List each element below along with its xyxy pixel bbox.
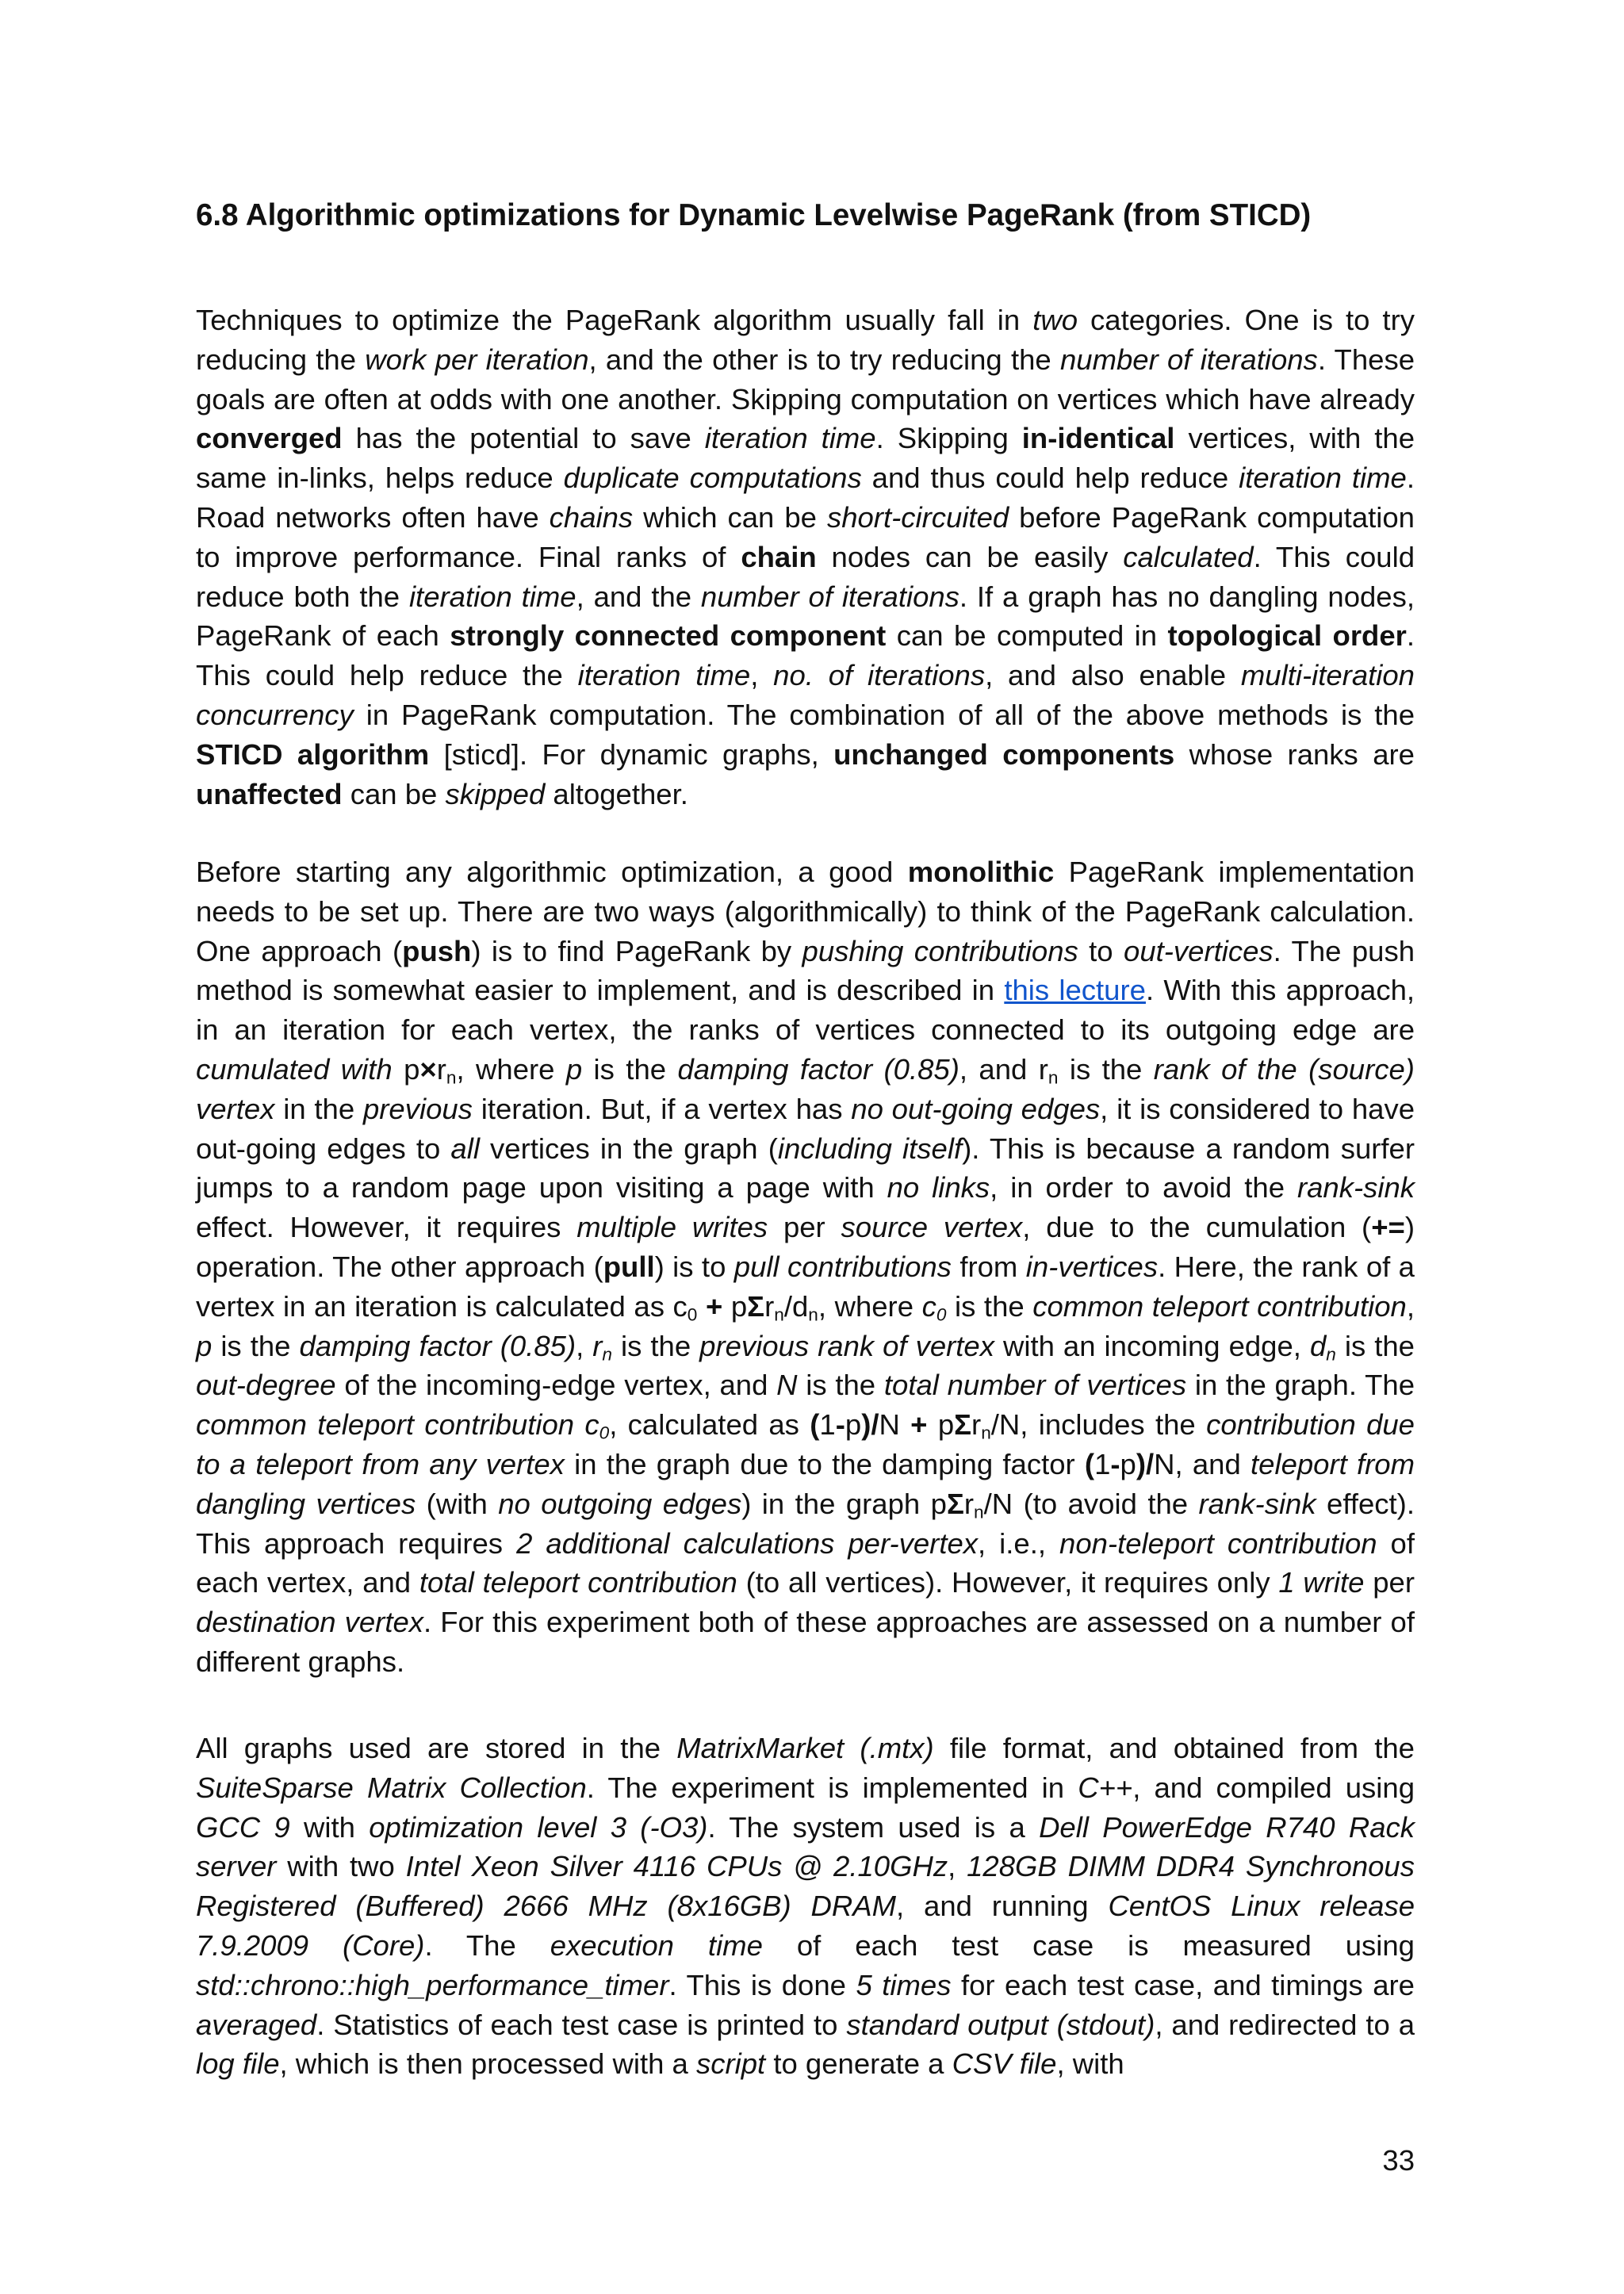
text-run: Intel Xeon Silver 4116 CPUs @ 2.10GHz — [405, 1850, 948, 1883]
text-run: is the — [212, 1329, 300, 1362]
text-run: of the incoming-edge vertex, and — [335, 1369, 777, 1402]
text-run: per — [1364, 1566, 1415, 1599]
text-run: rank-sink — [1297, 1171, 1415, 1204]
text-run: , with — [1056, 2047, 1124, 2081]
text-run: nodes can be easily — [816, 540, 1124, 573]
text-run: Techniques to optimize the PageRank algorithm usually fall in — [196, 304, 1033, 336]
text-run: , where — [456, 1052, 566, 1086]
text-run: n — [981, 1423, 991, 1443]
lecture-link[interactable]: this lecture — [1004, 974, 1146, 1007]
text-run: damping factor (0.85) — [299, 1329, 576, 1362]
text-run: . This could reduce both the — [196, 540, 1415, 613]
text-run: ( — [810, 1408, 820, 1442]
text-run: is the — [612, 1329, 700, 1362]
text-run: chains — [549, 500, 634, 534]
text-run: , due to the cumulation ( — [1022, 1211, 1372, 1244]
text-run: multiple writes — [576, 1211, 768, 1244]
text-run: no links — [887, 1171, 990, 1204]
text-run: 5 times — [856, 1968, 952, 2001]
text-run: . This is done — [668, 1968, 856, 2001]
text-run: , — [948, 1850, 967, 1883]
text-run: , it is considered to have out-going edges to — [196, 1092, 1415, 1165]
text-run: cumulated with — [196, 1052, 393, 1086]
text-run: non-teleport contribution — [1059, 1526, 1377, 1560]
text-run: ) in the graph p — [741, 1487, 947, 1520]
text-run: to generate a — [765, 2047, 952, 2081]
text-run: . The — [424, 1928, 550, 1962]
text-run: in the graph. The — [1186, 1369, 1415, 1402]
text-run: ( — [1084, 1447, 1095, 1480]
text-run: n — [808, 1304, 818, 1325]
paragraph-optimization-techniques — [196, 301, 1415, 814]
text-run: p — [1120, 1447, 1136, 1480]
text-run: Σ — [747, 1289, 765, 1323]
paragraph-experimental-setup — [196, 1729, 1415, 2084]
text-run: 2 additional calculations per-vertex — [516, 1526, 979, 1560]
text-run: iteration time — [408, 580, 576, 613]
text-run: × — [419, 1052, 437, 1086]
text-run: 0 — [936, 1304, 947, 1325]
text-run: is the — [582, 1052, 678, 1086]
text-run: number of iterations — [700, 580, 959, 613]
text-run: p — [392, 1052, 420, 1086]
text-run: in the — [274, 1092, 363, 1125]
text-run: (to all vertices). However, it requires only — [737, 1566, 1279, 1599]
text-run: + — [705, 1289, 723, 1323]
text-run: has the potential to save — [342, 422, 705, 455]
text-run: r — [436, 1052, 446, 1086]
text-run: , in order to avoid the — [990, 1171, 1297, 1204]
text-run: pull contributions — [733, 1250, 952, 1283]
text-run: - — [1110, 1447, 1120, 1480]
text-run: no. of iterations — [773, 659, 986, 692]
text-run: , — [576, 1329, 593, 1362]
text-run: work per iteration — [365, 343, 589, 376]
text-run: - — [835, 1408, 845, 1442]
text-run: . Road networks often have — [196, 461, 1415, 534]
text-run: common teleport contribution c — [196, 1408, 599, 1442]
text-run: which can be — [633, 500, 827, 534]
text-run: MatrixMarket (.mtx) — [676, 1732, 934, 1764]
text-run: including itself — [777, 1132, 963, 1165]
text-run: duplicate computations — [563, 461, 862, 495]
text-run: . With this approach, in an iteration for each vertex, the ranks of vertices connected to its outgoing edge are — [196, 974, 1415, 1047]
text-run: strongly connected component — [450, 619, 887, 653]
text-run: 1 — [1094, 1447, 1111, 1480]
text-run: with an incoming edge, — [994, 1329, 1310, 1362]
text-run: effect. However, it requires — [196, 1211, 577, 1244]
text-run: ) is to find PageRank by — [471, 934, 802, 967]
text-run: /N (to avoid the — [983, 1487, 1199, 1520]
text-run: altogether. — [545, 777, 688, 810]
text-run: . Here, the rank of a vertex in an iteration is calculated as c — [196, 1250, 1415, 1323]
text-run: is the — [946, 1289, 1033, 1323]
text-run: is the — [797, 1369, 884, 1402]
text-run: ). This is because a random surfer jumps to a random page upon visiting a page with — [196, 1132, 1415, 1204]
text-run: , which is then processed with a — [279, 2047, 696, 2081]
text-run: N, and — [1154, 1447, 1251, 1480]
text-run: in-identical — [1021, 422, 1175, 455]
text-run: vertices, with the same in-links, helps reduce — [196, 422, 1415, 495]
text-run: out-degree — [196, 1369, 336, 1402]
text-run: rank-sink — [1198, 1487, 1316, 1520]
text-run: , where — [818, 1289, 922, 1323]
text-run: with — [289, 1810, 370, 1844]
paragraph-push-pull-approaches — [196, 852, 1415, 1682]
text-run: in PageRank computation. The combination of all of the above methods is the — [353, 698, 1415, 731]
text-run: . The push method is somewhat easier to implement, and is described in — [196, 934, 1415, 1007]
text-run: r — [963, 1487, 975, 1520]
text-run: chain — [741, 540, 817, 573]
section-heading: 6.8 Algorithmic optimizations for Dynamic Levelwise PageRank (from STICD) — [196, 198, 1312, 232]
page-number: 33 — [1382, 2144, 1415, 2177]
text-run: pull — [603, 1250, 655, 1283]
text-run: calculated — [1123, 540, 1254, 573]
text-run: rank of the (source) vertex — [196, 1052, 1415, 1125]
text-run: )/ — [861, 1408, 879, 1442]
text-run: previous rank of vertex — [699, 1329, 994, 1362]
text-run: 1 — [819, 1408, 836, 1442]
text-run: contribution due to a teleport from any vertex — [196, 1408, 1415, 1480]
text-run: r — [971, 1408, 982, 1442]
text-run: . Skipping — [875, 422, 1022, 455]
text-run: N — [879, 1408, 911, 1442]
text-run: . If a graph has no dangling nodes, PageRank of each — [196, 580, 1415, 653]
text-run: from — [951, 1250, 1026, 1283]
text-run: categories. One is to try reducing the — [196, 304, 1415, 376]
text-run: can be — [342, 777, 446, 810]
text-run: all — [450, 1132, 480, 1165]
text-run: )/ — [1136, 1447, 1155, 1480]
text-run: n — [774, 1304, 784, 1325]
text-run: CSV file — [952, 2047, 1057, 2081]
text-run: r — [592, 1329, 603, 1362]
text-run: 0 — [687, 1304, 698, 1325]
text-run: [sticd]. For dynamic graphs, — [429, 737, 834, 771]
text-run: per — [768, 1211, 841, 1244]
text-run: n — [974, 1502, 984, 1522]
text-run: ) is to — [654, 1250, 734, 1283]
text-run: . This could help reduce the — [196, 619, 1415, 692]
text-run: p — [722, 1289, 748, 1323]
text-run: p — [845, 1408, 862, 1442]
text-run: script — [695, 2047, 766, 2081]
text-run: iteration time — [704, 422, 876, 455]
text-run: , and the — [576, 580, 701, 613]
text-run: 0 — [599, 1423, 610, 1443]
text-run: n — [1326, 1344, 1336, 1365]
text-run: with two — [276, 1850, 406, 1883]
text-run: . The system used is a — [707, 1810, 1040, 1844]
text-run: source vertex — [841, 1211, 1023, 1244]
text-run: short-circuited — [826, 500, 1009, 534]
text-run: skipped — [445, 777, 546, 810]
text-run: Σ — [954, 1408, 972, 1442]
text-run: pushing contributions — [802, 934, 1078, 967]
text-run: PageRank implementation needs to be set up. There are two ways (algorithmically) to think of the PageRank calculation. One approach ( — [196, 856, 1415, 967]
text-run: r — [764, 1289, 775, 1323]
text-run: ) operation. The other approach ( — [196, 1211, 1415, 1283]
text-run: std::chrono::high_performance_timer — [196, 1968, 669, 2001]
text-run: iteration time — [577, 659, 751, 692]
text-run: number of iterations — [1059, 343, 1318, 376]
text-run: . Statistics of each test case is printed to — [316, 2008, 847, 2041]
text-run: , calculated as — [609, 1408, 810, 1442]
text-run: 1 write — [1278, 1566, 1365, 1599]
text-run: , and running — [896, 1890, 1109, 1923]
text-run: in the graph due to the damping factor — [564, 1447, 1085, 1480]
text-run: CentOS Linux release 7.9.2009 (Core) — [196, 1890, 1415, 1962]
text-run: to — [1078, 934, 1124, 967]
text-run: for each test case, and timings are — [951, 1968, 1415, 2001]
text-run: (with — [416, 1487, 499, 1520]
text-run: SuiteSparse Matrix Collection — [196, 1771, 587, 1804]
text-run: + — [910, 1408, 928, 1442]
text-run: , and redirected to a — [1155, 2008, 1415, 2041]
text-run: converged — [196, 422, 343, 455]
text-run: iteration time — [1239, 461, 1407, 495]
text-run: standard output (stdout) — [846, 2008, 1155, 2041]
text-run: destination vertex — [196, 1606, 424, 1639]
text-run: , — [1406, 1289, 1415, 1323]
text-run: two — [1032, 304, 1078, 336]
text-run: can be computed in — [886, 619, 1168, 653]
text-run: optimization level 3 (-O3) — [369, 1810, 708, 1844]
text-run: STICD algorithm — [196, 737, 430, 771]
text-run: , — [750, 659, 774, 692]
text-run: n — [1048, 1067, 1059, 1088]
text-run: before PageRank computation to improve performance. Final ranks of — [196, 500, 1415, 573]
text-run: unaffected — [196, 777, 343, 810]
text-run: of each test case is measured using — [762, 1928, 1415, 1962]
text-run: n — [602, 1344, 613, 1365]
text-run: out-vertices — [1124, 934, 1274, 967]
text-run: p — [565, 1052, 583, 1086]
text-run: of each vertex, and — [196, 1526, 1415, 1599]
text-run: in-vertices — [1025, 1250, 1159, 1283]
text-run: monolithic — [907, 856, 1055, 888]
text-run: iteration. But, if a vertex has — [472, 1092, 852, 1125]
text-run: d — [1309, 1329, 1327, 1362]
text-run: unchanged components — [833, 737, 1175, 771]
text-run: Dell PowerEdge R740 Rack server — [196, 1810, 1415, 1883]
text-run: C++ — [1078, 1771, 1133, 1804]
text-run: += — [1371, 1211, 1405, 1244]
text-run: p — [927, 1408, 955, 1442]
text-run: damping factor (0.85) — [677, 1052, 959, 1086]
text-run: common teleport contribution — [1032, 1289, 1407, 1323]
text-run: Before starting any algorithmic optimization, a good — [196, 856, 908, 888]
text-run: execution time — [550, 1928, 763, 1962]
text-run: N — [776, 1369, 798, 1402]
text-run: , and also enable — [985, 659, 1241, 692]
text-run: , and the other is to try reducing the — [588, 343, 1060, 376]
text-run: no outgoing edges — [498, 1487, 742, 1520]
text-run: log file — [196, 2047, 280, 2081]
text-run: 128GB DIMM DDR4 Synchronous Registered (Buffered) 2666 MHz (8x16GB) DRAM — [196, 1850, 1415, 1923]
text-run: All graphs used are stored in the — [196, 1732, 677, 1764]
text-run: file format, and obtained from the — [933, 1732, 1415, 1764]
text-run: no out-going edges — [851, 1092, 1101, 1125]
text-run: c — [921, 1289, 936, 1323]
text-run: averaged — [196, 2008, 317, 2041]
text-run: effect). This approach requires — [196, 1487, 1415, 1560]
text-run: , i.e., — [978, 1526, 1060, 1560]
text-run — [697, 1290, 706, 1323]
text-run: total teleport contribution — [419, 1566, 737, 1599]
text-run: . The experiment is implemented in — [586, 1771, 1078, 1804]
text-run: n — [446, 1067, 457, 1088]
text-run: previous — [362, 1092, 473, 1125]
text-run: and thus could help reduce — [861, 461, 1239, 495]
text-run: p — [196, 1329, 213, 1362]
text-run: total number of vertices — [883, 1369, 1187, 1402]
text-run: . These goals are often at odds with one another. Skipping computation on vertices which have already — [196, 343, 1415, 416]
text-run: is the — [1335, 1329, 1415, 1362]
text-run: push — [402, 934, 472, 967]
text-run: multi-iteration concurrency — [196, 659, 1415, 731]
text-run: GCC 9 — [196, 1810, 290, 1844]
text-run: /d — [783, 1289, 809, 1323]
text-run: , and compiled using — [1132, 1771, 1415, 1804]
text-run: /N, includes the — [990, 1408, 1207, 1442]
text-run: teleport from dangling vertices — [196, 1447, 1415, 1520]
text-run: is the — [1058, 1052, 1154, 1086]
text-run: Σ — [946, 1487, 964, 1520]
text-run: whose ranks are — [1174, 737, 1415, 771]
text-run: . For this experiment both of these approaches are assessed on a number of different graphs. — [196, 1606, 1415, 1678]
text-run: vertices in the graph ( — [479, 1132, 778, 1165]
text-run: topological order — [1167, 619, 1407, 653]
text-run: , and r — [959, 1052, 1048, 1086]
